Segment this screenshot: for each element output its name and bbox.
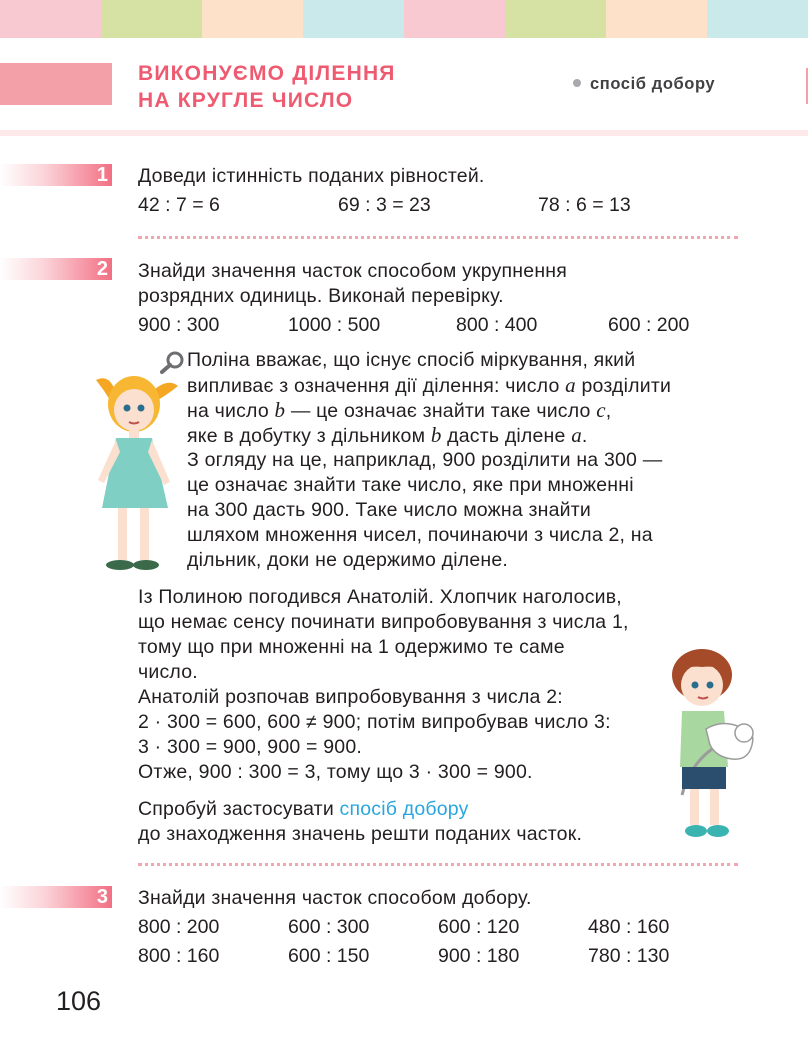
task-2-prompt-line: Знайди значення часток способом укрупнення bbox=[138, 260, 568, 282]
task-number: 2 bbox=[96, 258, 108, 280]
anatoliy-text-line: Із Полиною погодився Анатолій. Хлопчик наголосив, bbox=[138, 586, 622, 608]
expression: 800 : 400 bbox=[456, 314, 538, 336]
strip-segment bbox=[101, 0, 202, 38]
equation: 78 : 6 = 13 bbox=[538, 194, 631, 216]
task-1-number-tab bbox=[0, 164, 112, 186]
anatoliy-text-line: що немає сенсу починати випробовування з числа 1, bbox=[138, 611, 629, 633]
expression: 480 : 160 bbox=[588, 916, 670, 938]
polina-text-line: дільник, доки не одержимо ділене. bbox=[187, 549, 509, 571]
polina-text-line: яке в добутку з дільником b дасть ділене a. bbox=[187, 423, 588, 447]
polina-text-line: З огляду на це, наприклад, 900 розділити на 300 — bbox=[187, 449, 663, 471]
expression: 600 : 150 bbox=[288, 945, 370, 967]
anatoliy-text-line: 2 · 300 = 600, 600 ≠ 900; потім випробував число 3: bbox=[138, 711, 611, 733]
topic-text: спосіб добору bbox=[590, 75, 716, 93]
method-link[interactable]: спосіб добору bbox=[339, 798, 469, 820]
task-3-row bbox=[138, 916, 738, 942]
task-3-prompt: Знайди значення часток способом добору. bbox=[138, 887, 532, 909]
expression: 600 : 300 bbox=[288, 916, 370, 938]
expression: 800 : 160 bbox=[138, 945, 220, 967]
top-color-strip bbox=[0, 0, 808, 38]
try-method-line: до знаходження значень решти поданих часток. bbox=[138, 823, 583, 845]
polina-text-line: на 300 дасть 900. Таке число можна знайти bbox=[187, 499, 591, 521]
anatoliy-text-line: тому що при множенні на 1 одержимо те саме bbox=[138, 636, 565, 658]
strip-segment bbox=[505, 0, 606, 38]
strip-segment bbox=[606, 0, 707, 38]
bullet-icon bbox=[573, 79, 581, 87]
task-1-equations bbox=[138, 194, 738, 220]
expression: 600 : 120 bbox=[438, 916, 520, 938]
strip-segment bbox=[303, 0, 404, 38]
dotted-divider bbox=[138, 236, 738, 239]
anatoliy-text-line: Отже, 900 : 300 = 3, тому що 3 · 300 = 900. bbox=[138, 761, 533, 783]
girl-illustration bbox=[88, 370, 186, 575]
dotted-divider bbox=[138, 863, 738, 866]
task-2-number-tab bbox=[0, 258, 112, 280]
task-number: 1 bbox=[96, 164, 108, 186]
header-accent-bar bbox=[0, 63, 112, 105]
try-method-line: Спробуй застосувати спосіб добору bbox=[138, 798, 469, 820]
equation: 69 : 3 = 23 bbox=[338, 194, 431, 216]
equation: 42 : 7 = 6 bbox=[138, 194, 220, 216]
page-title: ВИКОНУЄМО ДІЛЕННЯ НА КРУГЛЕ ЧИСЛО bbox=[138, 62, 396, 112]
polina-text-line: Поліна вважає, що існує спосіб міркування, який bbox=[187, 349, 636, 371]
expression: 900 : 300 bbox=[138, 314, 220, 336]
task-3-row bbox=[138, 945, 738, 971]
polina-text-line: шляхом множення чисел, починаючи з числа 2, на bbox=[187, 524, 653, 546]
strip-segment bbox=[404, 0, 505, 38]
task-2-prompt-line: розрядних одиниць. Виконай перевірку. bbox=[138, 285, 504, 307]
topic-label bbox=[573, 75, 715, 94]
task-number: 3 bbox=[96, 886, 108, 908]
strip-segment bbox=[202, 0, 303, 38]
polina-text-line: випливає з означення дії ділення: число a розділити bbox=[187, 373, 672, 397]
polina-text-line: на число b — це означає знайти таке число c, bbox=[187, 398, 612, 422]
task-2-expressions bbox=[138, 314, 738, 340]
expression: 900 : 180 bbox=[438, 945, 520, 967]
expression: 800 : 200 bbox=[138, 916, 220, 938]
expression: 1000 : 500 bbox=[288, 314, 381, 336]
anatoliy-text-line: 3 · 300 = 900, 900 = 900. bbox=[138, 736, 363, 758]
task-3-number-tab bbox=[0, 886, 112, 908]
anatoliy-text-line: Анатолій розпочав випробовування з числа 2: bbox=[138, 686, 563, 708]
boy-with-cat-illustration bbox=[660, 645, 760, 845]
anatoliy-text-line: число. bbox=[138, 661, 198, 683]
strip-segment bbox=[707, 0, 808, 38]
page-number: 106 bbox=[56, 986, 102, 1016]
expression: 600 : 200 bbox=[608, 314, 690, 336]
task-1-prompt: Доведи істинність поданих рівностей. bbox=[138, 165, 485, 187]
expression: 780 : 130 bbox=[588, 945, 670, 967]
strip-segment bbox=[0, 0, 101, 38]
polina-text-line: це означає знайти таке число, яке при множенні bbox=[187, 474, 634, 496]
